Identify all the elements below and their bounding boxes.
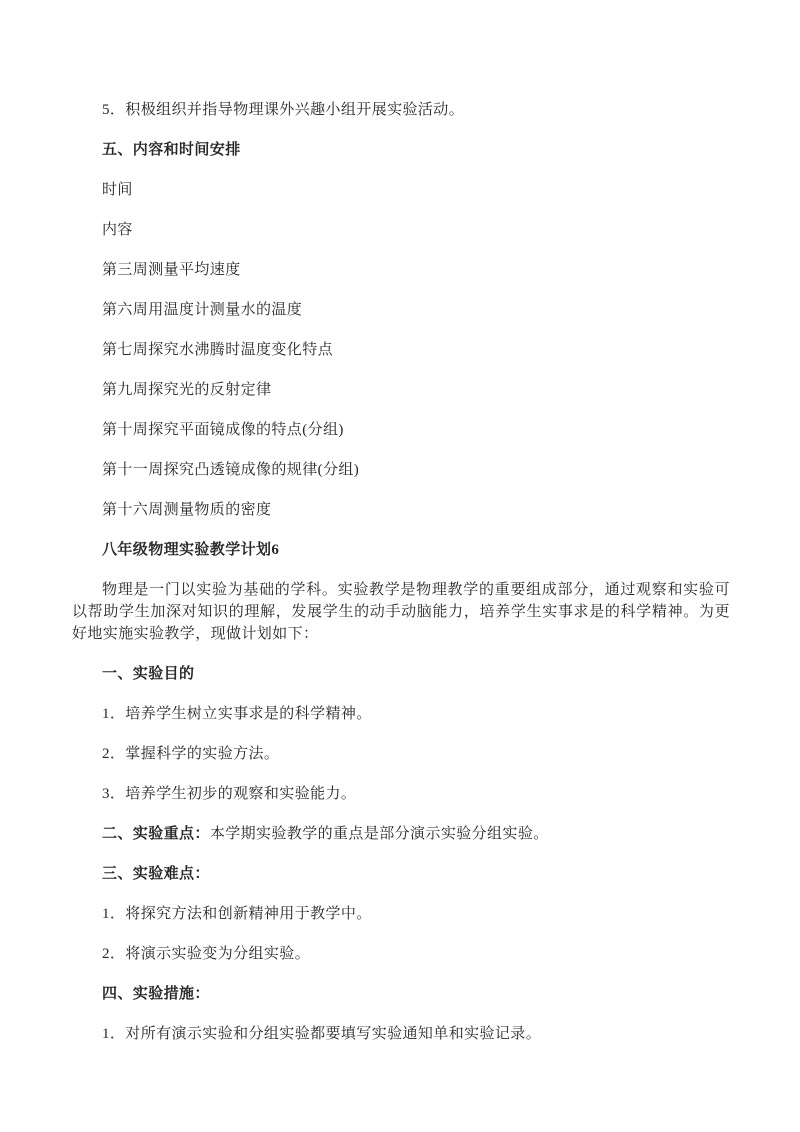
list-item: 1．培养学生树立实事求是的科学精神。 (102, 706, 372, 722)
list-item: 2．掌握科学的实验方法。 (102, 746, 280, 762)
schedule-item: 第十六周测量物质的密度 (102, 502, 272, 518)
list-item: 5．积极组织并指导物理课外兴趣小组开展实验活动。 (102, 102, 465, 118)
schedule-item: 第十一周探究凸透镜成像的规律(分组) (102, 462, 360, 478)
schedule-label-time: 时间 (102, 182, 133, 198)
list-item: 2．将演示实验变为分组实验。 (102, 946, 311, 962)
document-title: 八年级物理实验教学计划6 (102, 542, 280, 558)
list-item: 1．将探究方法和创新精神用于教学中。 (102, 906, 372, 922)
schedule-item: 第十周探究平面镜成像的特点(分组) (102, 422, 344, 438)
section-heading-purpose: 一、实验目的 (102, 666, 195, 682)
list-item: 1．对所有演示实验和分组实验都要填写实验通知单和实验记录。 (102, 1026, 542, 1042)
section-heading-label: 二、实验重点： (102, 826, 210, 842)
section-heading-text: 本学期实验教学的重点是部分演示实验分组实验。 (209, 826, 549, 842)
schedule-item: 第六周用温度计测量水的温度 (102, 302, 303, 318)
section-heading-measures: 四、实验措施： (102, 986, 210, 1002)
schedule-item: 第三周测量平均速度 (102, 262, 241, 278)
section-heading-key-points (72, 823, 730, 845)
schedule-item: 第九周探究光的反射定律 (102, 382, 272, 398)
list-item: 3．培养学生初步的观察和实验能力。 (102, 786, 357, 802)
schedule-label-content: 内容 (102, 222, 133, 238)
schedule-item: 第七周探究水沸腾时温度变化特点 (102, 342, 334, 358)
section-heading-content-schedule: 五、内容和时间安排 (102, 142, 241, 158)
section-heading-difficulties: 三、实验难点： (102, 866, 210, 882)
intro-paragraph: 物理是一门以实验为基础的学科。实验教学是物理教学的重要组成部分，通过观察和实验可以帮助学生加深对知识的理解，发展学生的动手动脑能力，培养学生实事求是的科学精神。为更好地实施实验教学，现做计划如下： (72, 582, 730, 642)
